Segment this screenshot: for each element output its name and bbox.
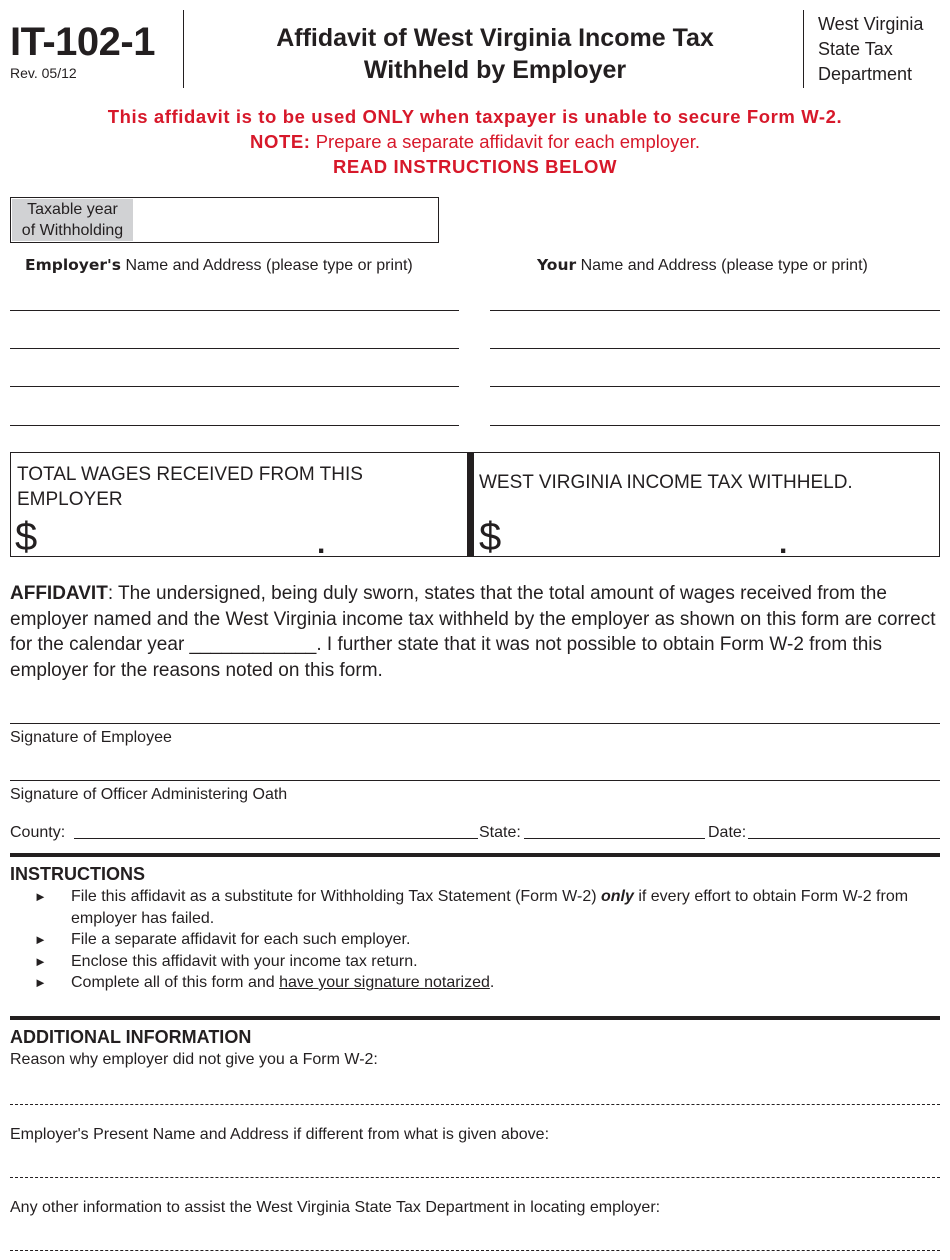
employee-address-line[interactable]	[490, 425, 940, 426]
taxable-year-field[interactable]	[10, 197, 439, 243]
employee-address-line[interactable]	[490, 386, 940, 387]
state-field[interactable]	[524, 838, 705, 839]
arrow-bullet-icon: ►	[34, 975, 47, 990]
employee-address-line[interactable]	[490, 348, 940, 349]
reason-answer-line[interactable]	[10, 1104, 940, 1105]
affidavit-text: : The undersigned, being duly sworn, states that the total amount of wages received from the employer named and the West Virginia income tax withheld by the employer as shown on this form are correct for the calendar year ____________. I further state that it was not possible to obtain Form W-2 from this employer for the reasons noted on this form.	[10, 583, 936, 681]
county-label: County:	[10, 824, 66, 841]
form-title-line1: Affidavit of West Virginia Income Tax	[276, 24, 714, 52]
employer-address-line[interactable]	[10, 310, 459, 311]
arrow-bullet-icon: ►	[34, 932, 47, 947]
header-divider-left	[183, 10, 184, 88]
state-label: State:	[479, 824, 521, 841]
additional-info-heading: ADDITIONAL INFORMATION	[10, 1027, 252, 1047]
total-wages-label: TOTAL WAGES RECEIVED FROM THIS EMPLOYER	[17, 464, 363, 510]
form-title-line2: Withheld by Employer	[363, 56, 627, 84]
other-info-answer-line[interactable]	[10, 1250, 940, 1251]
instructions-divider	[10, 853, 940, 857]
officer-signature-line[interactable]	[10, 780, 940, 781]
arrow-bullet-icon: ►	[34, 889, 47, 904]
present-address-question: Employer's Present Name and Address if different from what is given above:	[10, 1126, 550, 1143]
revision-date: Rev. 05/12	[10, 65, 77, 81]
employer-address-line[interactable]	[10, 348, 459, 349]
instruction-item: ► File this affidavit as a substitute for Withholding Tax Statement (Form W-2) only if every effort to obtain Form W-2 from employer has failed.	[34, 888, 909, 927]
date-label: Date:	[708, 824, 747, 841]
present-address-answer-line[interactable]	[10, 1177, 940, 1178]
instruction-item: ► Complete all of this form and have your signature notarized.	[34, 972, 940, 994]
affidavit-statement	[10, 581, 942, 683]
notice-block	[0, 104, 950, 179]
department-line2: State Tax	[818, 39, 893, 59]
affidavit-label: AFFIDAVIT	[10, 583, 108, 604]
date-field[interactable]	[748, 838, 940, 839]
total-wages-currency: $	[15, 515, 38, 559]
wages-box-divider	[467, 453, 474, 556]
employee-signature-line[interactable]	[10, 723, 940, 724]
employee-address-line[interactable]	[490, 310, 940, 311]
instructions-list	[34, 886, 940, 994]
note-text: Prepare a separate affidavit for each employer.	[310, 131, 700, 152]
form-number: IT-102-1	[10, 20, 155, 64]
instruction-item: ► Enclose this affidavit with your income tax return.	[34, 951, 940, 973]
employer-address-line[interactable]	[10, 386, 459, 387]
notice-line2	[0, 129, 950, 154]
employer-address-line[interactable]	[10, 425, 459, 426]
other-info-question: Any other information to assist the West Virginia State Tax Department in locating employer:	[10, 1199, 661, 1216]
department-name	[818, 12, 923, 87]
arrow-bullet-icon: ►	[34, 953, 47, 969]
reason-question: Reason why employer did not give you a Form W-2:	[10, 1051, 378, 1068]
form-title	[190, 22, 800, 86]
additional-info-divider	[10, 1016, 940, 1020]
notice-line1: This affidavit is to be used ONLY when taxpayer is unable to secure Form W-2.	[107, 106, 843, 127]
tax-withheld-decimal: .	[779, 527, 788, 560]
notice-line3: READ INSTRUCTIONS BELOW	[332, 156, 618, 177]
instruction-item: ► File a separate affidavit for each such employer.	[34, 929, 940, 951]
wages-box	[10, 452, 940, 560]
note-label: NOTE:	[250, 131, 311, 152]
taxable-year-label: Taxable year of Withholding	[12, 199, 133, 241]
employee-signature-label: Signature of Employee	[10, 729, 172, 746]
department-line1: West Virginia	[818, 14, 924, 34]
header-divider-right	[803, 10, 804, 88]
county-field[interactable]	[74, 838, 478, 839]
instructions-heading: INSTRUCTIONS	[10, 864, 145, 884]
tax-withheld-currency: $	[479, 515, 502, 559]
department-line3: Department	[818, 64, 913, 84]
total-wages-decimal: .	[317, 527, 326, 560]
employer-address-heading: Employer's Name and Address (please type or print)	[25, 256, 413, 274]
employee-address-heading: Your Name and Address (please type or print)	[537, 256, 868, 274]
tax-withheld-label: WEST VIRGINIA INCOME TAX WITHHELD.	[479, 472, 853, 493]
officer-signature-label: Signature of Officer Administering Oath	[10, 786, 288, 803]
